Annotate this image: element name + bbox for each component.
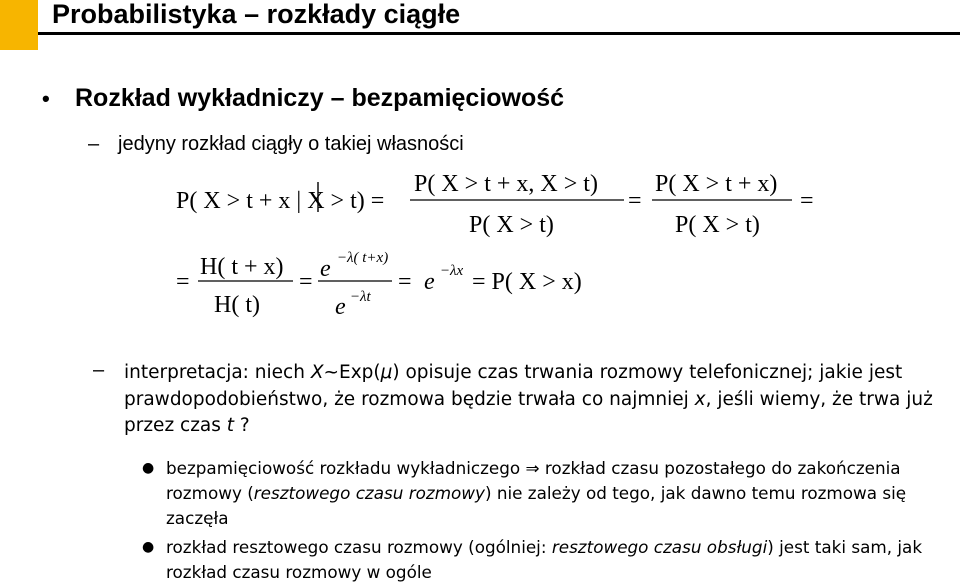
section-heading: Rozkład wykładniczy – bezpamięciowość: [75, 84, 565, 112]
svg-text:−: −: [440, 263, 451, 279]
formula-eq-1: =: [628, 188, 642, 214]
title-underline: [38, 32, 960, 35]
formula-h-num: H( t + x): [200, 254, 284, 280]
formula-num-1: P( X > t + x, X > t): [414, 171, 598, 197]
formula-exp-den: λt: [360, 289, 371, 305]
formula-eq-3: =: [176, 269, 190, 295]
svg-text:e: e: [320, 256, 331, 282]
formula-lhs: P( X > t + x | X > t) =: [176, 188, 385, 214]
formula-eq-4: =: [299, 269, 313, 295]
bullet-dot-icon: ●: [142, 539, 155, 555]
formula-exp-num: λ( t+x): [347, 250, 389, 266]
formula-eq-5: =: [398, 269, 412, 295]
svg-text:e: e: [424, 269, 435, 295]
var-mu: μ: [380, 362, 393, 383]
svg-text:−: −: [350, 289, 361, 305]
point-unique-distribution: jedyny rozkład ciągły o takiej własności: [118, 133, 464, 155]
formula-exp-x: λx: [450, 263, 464, 279]
formula-den-1: P( X > t): [469, 212, 554, 238]
slide-title: Probabilistyka – rozkłady ciągłe: [52, 0, 461, 29]
formula-num-2: P( X > t + x): [655, 171, 778, 197]
bullet-dot-icon: ●: [142, 460, 155, 476]
memoryless-formula: [0, 160, 960, 340]
dash-icon: –: [93, 359, 105, 381]
title-accent-bar: [0, 0, 38, 50]
implies-arrow-icon: ⇒: [525, 458, 540, 478]
svg-text:−: −: [337, 250, 348, 266]
formula-rhs: = P( X > x): [472, 269, 582, 295]
var-x-upper: X: [310, 362, 324, 383]
formula-den-2: P( X > t): [675, 212, 760, 238]
svg-text:e: e: [335, 294, 346, 320]
bullet-dot-icon: •: [42, 86, 50, 111]
formula-h-den: H( t): [214, 292, 260, 318]
subpoint-residual: rozkład resztowego czasu rozmowy (ogólniej: resztowego czasu obsługi) jest taki sam, jak rozkład czasu rozmowy w ogóle: [166, 537, 923, 582]
interpretation-text: interpretacja: niech X~Exp(μ) opisuje czas trwania rozmowy telefonicznej; jakie jest prawdopodobieństwo, że rozmowa będzie trwała co najmniej x, jeśli wiemy, że trwa już przez czas t ?: [124, 362, 933, 436]
formula-eq-2: =: [800, 188, 814, 214]
var-x: x: [694, 388, 706, 410]
dash-icon: –: [88, 133, 100, 155]
subpoint-memoryless: bezpamięciowość rozkładu wykładniczego ⇒ rozkład czasu pozostałego do zakończenia rozmowy (resztowego czasu rozmowy) nie zależy od tego, jak dawno temu rozmowa się zaczęła: [166, 458, 907, 528]
var-t: t: [226, 415, 235, 436]
